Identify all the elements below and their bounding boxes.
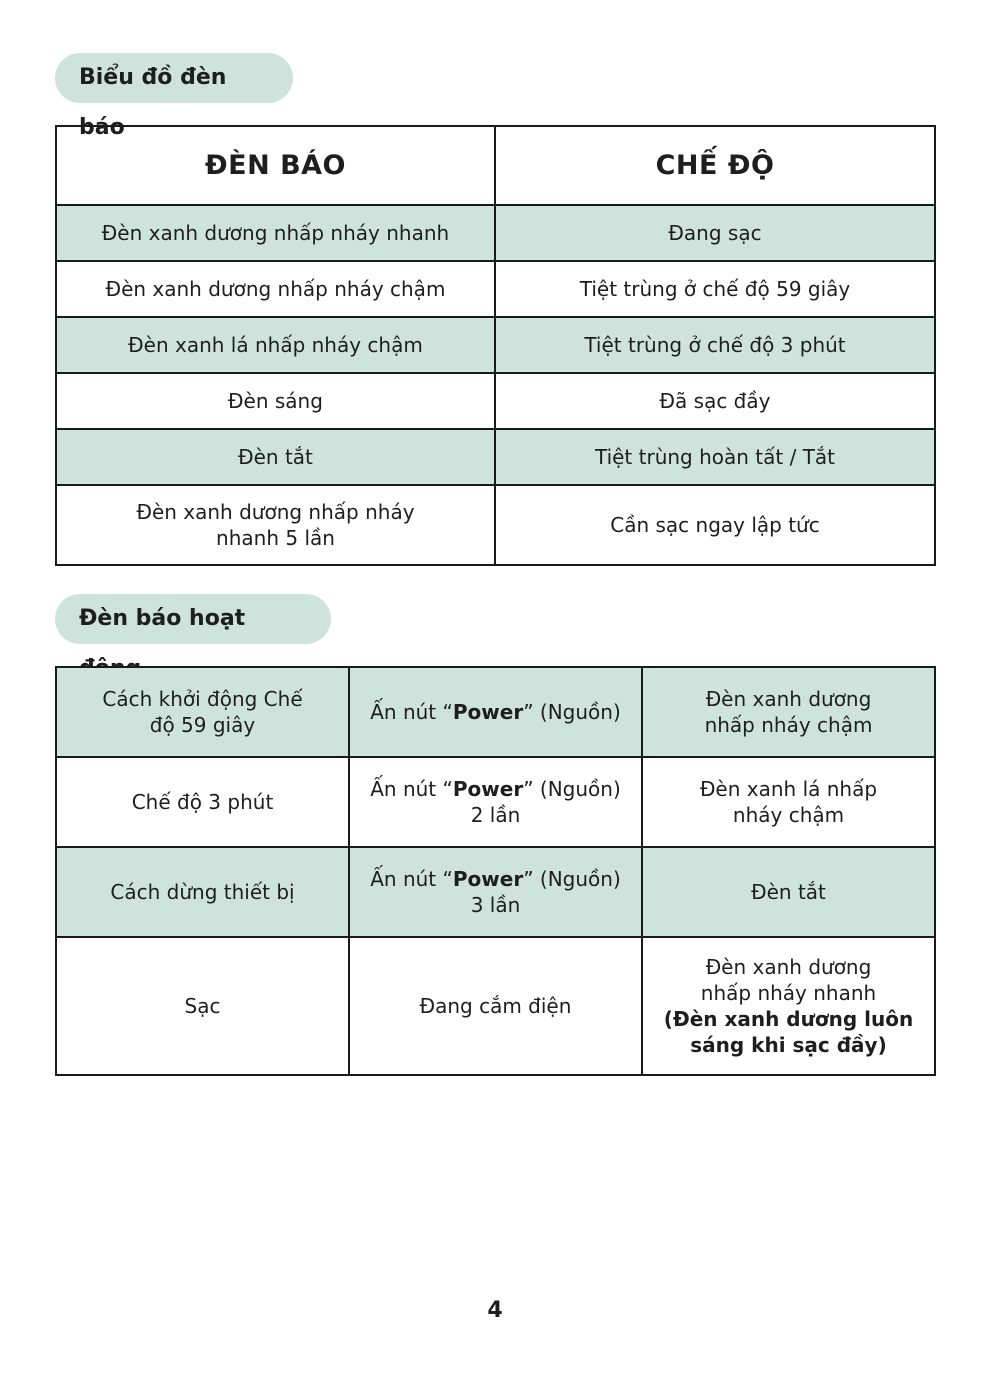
action-prefix: Ấn nút “: [370, 700, 453, 724]
page-number: 4: [487, 1298, 503, 1323]
light-text: Đèn tắt: [751, 880, 826, 904]
mode-cell: Đã sạc đầy: [495, 373, 935, 429]
mode-cell: [56, 937, 349, 1075]
light-cell: [642, 757, 935, 847]
indicator-cell: Đèn sáng: [56, 373, 495, 429]
light-note: (Đèn xanh dương luôn sáng khi sạc đầy): [663, 1007, 914, 1057]
mode-cell: Cần sạc ngay lập tức: [495, 485, 935, 565]
mode-cell: Tiệt trùng hoàn tất / Tắt: [495, 429, 935, 485]
power-label: Power: [452, 867, 524, 891]
light-text: Đèn xanh dương nhấp nháy chậm: [704, 687, 873, 737]
action-prefix: Ấn nút “: [370, 867, 453, 891]
action-cell: [349, 757, 642, 847]
action-cell: [349, 847, 642, 937]
indicator-cell: Đèn tắt: [56, 429, 495, 485]
table-row: [56, 205, 935, 261]
mode-text: Sạc: [184, 994, 221, 1018]
section-title-indicator-chart: Biểu đồ đèn báo: [55, 53, 293, 103]
header-indicator: ĐÈN BÁO: [56, 126, 495, 205]
action-text: Đang cắm điện: [419, 994, 572, 1018]
table-row: [56, 667, 935, 757]
table-row: [56, 317, 935, 373]
light-cell: [642, 937, 935, 1075]
mode-cell: Đang sạc: [495, 205, 935, 261]
header-mode: CHẾ ĐỘ: [495, 126, 935, 205]
indicator-cell: Đèn xanh lá nhấp nháy chậm: [56, 317, 495, 373]
action-cell: [349, 937, 642, 1075]
mode-text: Chế độ 3 phút: [131, 790, 274, 814]
indicator-cell: Đèn xanh dương nhấp nháy nhanh: [56, 205, 495, 261]
operation-table: [55, 666, 936, 1076]
section-title-operation: Đèn báo hoạt: [55, 594, 331, 644]
action-count: 3 lần: [470, 893, 521, 917]
table-row: [56, 261, 935, 317]
action-count: 2 lần: [470, 803, 521, 827]
mode-cell: [56, 667, 349, 757]
mode-cell: [56, 847, 349, 937]
table-row: [56, 937, 935, 1075]
table-row: [56, 757, 935, 847]
indicator-chart-table: [55, 125, 936, 566]
light-text: Đèn xanh dương nhấp nháy nhanh: [700, 955, 877, 1005]
mode-cell: [56, 757, 349, 847]
mode-text: Cách dừng thiết bị: [110, 880, 295, 904]
light-cell: [642, 847, 935, 937]
indicator-cell: Đèn xanh dương nhấp nháy nhanh 5 lần: [56, 485, 495, 565]
power-label: Power: [452, 777, 524, 801]
power-label: Power: [452, 700, 524, 724]
action-prefix: Ấn nút “: [370, 777, 453, 801]
indicator-cell: Đèn xanh dương nhấp nháy chậm: [56, 261, 495, 317]
action-suffix: ” (Nguồn): [523, 700, 621, 724]
mode-cell: Tiệt trùng ở chế độ 59 giây: [495, 261, 935, 317]
mode-cell: Tiệt trùng ở chế độ 3 phút: [495, 317, 935, 373]
action-suffix: ” (Nguồn): [523, 777, 621, 801]
table-row: [56, 485, 935, 565]
light-text: Đèn xanh lá nhấp nháy chậm: [699, 777, 878, 827]
mode-text: Cách khởi động Chế độ 59 giây: [102, 687, 303, 737]
table-row: [56, 373, 935, 429]
table-row: [56, 847, 935, 937]
table-row: [56, 429, 935, 485]
light-cell: [642, 667, 935, 757]
action-suffix: ” (Nguồn): [523, 867, 621, 891]
table-header-row: [56, 126, 935, 205]
action-cell: [349, 667, 642, 757]
